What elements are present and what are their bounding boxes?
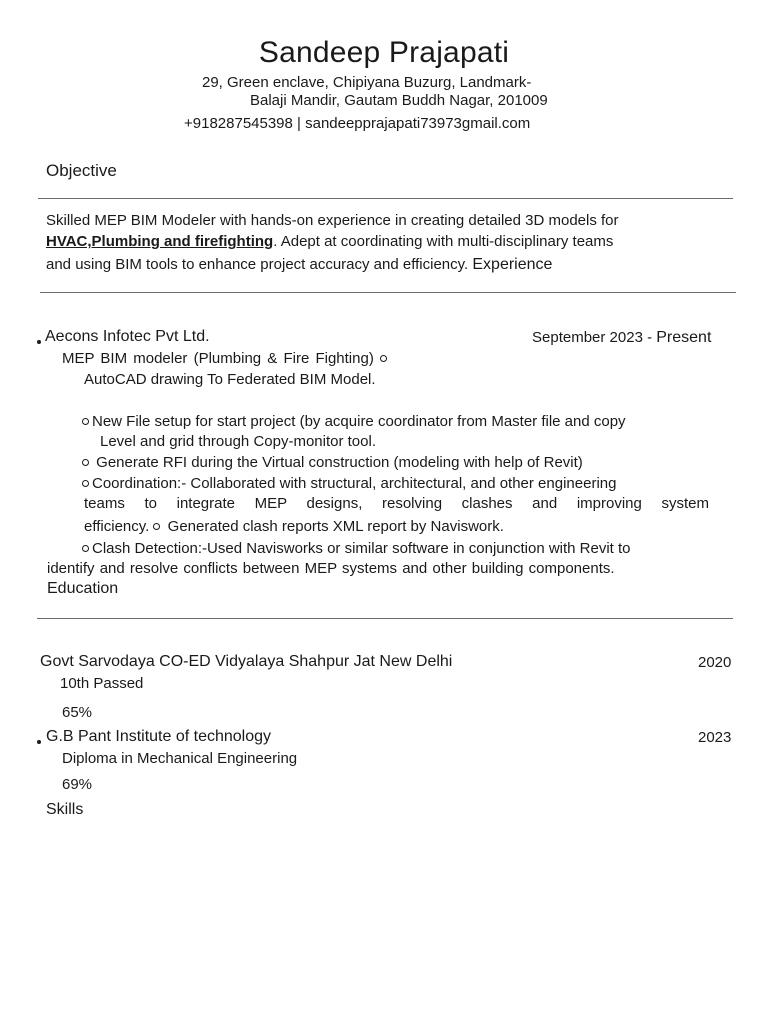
bullet-4-line-1 (82, 540, 631, 557)
company-name: Aecons Infotec Pvt Ltd. (45, 328, 210, 345)
education-divider (37, 618, 733, 619)
bullet-3-line-2: teams to integrate MEP designs, resolving clashes and improving system (84, 495, 709, 512)
bullet-4-line-2: identify and resolve conflicts between MEP systems and other building components. (47, 560, 615, 577)
address-line-1: 29, Green enclave, Chipiyana Buzurg, Landmark- (202, 74, 532, 91)
circle-bullet-icon (82, 545, 89, 552)
address-line-2: Balaji Mandir, Gautam Buddh Nagar, 201009 (250, 92, 548, 109)
skills-heading: Skills (46, 801, 84, 818)
education-2-score: 69% (62, 776, 93, 793)
objective-divider (38, 198, 733, 199)
education-2-detail: Diploma in Mechanical Engineering (62, 750, 298, 767)
bullet-3-line-3 (84, 518, 504, 535)
education-heading: Education (47, 580, 119, 597)
experience-heading: Experience (472, 256, 553, 273)
bullet-2 (82, 454, 583, 471)
objective-highlight: HVAC,Plumbing and firefighting (46, 233, 274, 250)
bullet-2-text: Generate RFI during the Virtual construction (modeling with help of Revit) (96, 454, 583, 471)
date-start: September 2023 - (532, 329, 657, 346)
employment-dates (532, 329, 711, 347)
bullet-dot (37, 340, 41, 344)
circle-bullet-icon (153, 523, 160, 530)
education-1-year: 2020 (698, 654, 732, 671)
education-1-detail: 10th Passed (60, 675, 144, 692)
bullet-1-text: New File setup for start project (by acquire coordinator from Master file and copy (92, 413, 626, 430)
bullet-3-text-1: Coordination:- Collaborated with structural, architectural, and other engineering (92, 475, 617, 492)
bullet-4-text-1: Clash Detection:-Used Navisworks or similar software in conjunction with Revit to (92, 540, 631, 557)
education-1-school: Govt Sarvodaya CO-ED Vidyalaya Shahpur Jat New Delhi (40, 653, 453, 670)
objective-line-3-text: and using BIM tools to enhance project accuracy and efficiency. (46, 256, 469, 273)
circle-bullet-icon (82, 480, 89, 487)
bullet-1-line-1 (82, 413, 626, 430)
date-end: Present (656, 329, 712, 346)
circle-bullet-icon (82, 459, 89, 466)
objective-line-3 (46, 256, 552, 274)
objective-line-2-rest: . Adept at coordinating with multi-disciplinary teams (273, 233, 614, 250)
objective-heading: Objective (46, 161, 117, 180)
circle-bullet-icon (380, 355, 387, 362)
bullet-3-text-3b: Generated clash reports XML report by Naviswork. (167, 518, 504, 535)
job-role-sub: AutoCAD drawing To Federated BIM Model. (84, 371, 376, 388)
education-2-year: 2023 (698, 729, 732, 746)
contact-line: +918287545398 | sandeepprajapati73973gmail.com (184, 115, 531, 132)
objective-line-1: Skilled MEP BIM Modeler with hands-on experience in creating detailed 3D models for (46, 212, 619, 229)
experience-divider (40, 292, 736, 293)
job-role (62, 350, 390, 367)
bullet-3-text-3a: efficiency. (84, 518, 150, 535)
bullet-3-line-1 (82, 475, 616, 492)
objective-line-2 (46, 233, 613, 250)
education-1-score: 65% (62, 704, 93, 721)
bullet-1-line-2: Level and grid through Copy-monitor tool. (100, 433, 376, 450)
circle-bullet-icon (82, 418, 89, 425)
bullet-dot (37, 740, 41, 744)
candidate-name: Sandeep Prajapati (258, 36, 510, 69)
education-2-school: G.B Pant Institute of technology (46, 728, 272, 745)
job-role-text: MEP BIM modeler (Plumbing & Fire Fighting) (62, 350, 374, 367)
